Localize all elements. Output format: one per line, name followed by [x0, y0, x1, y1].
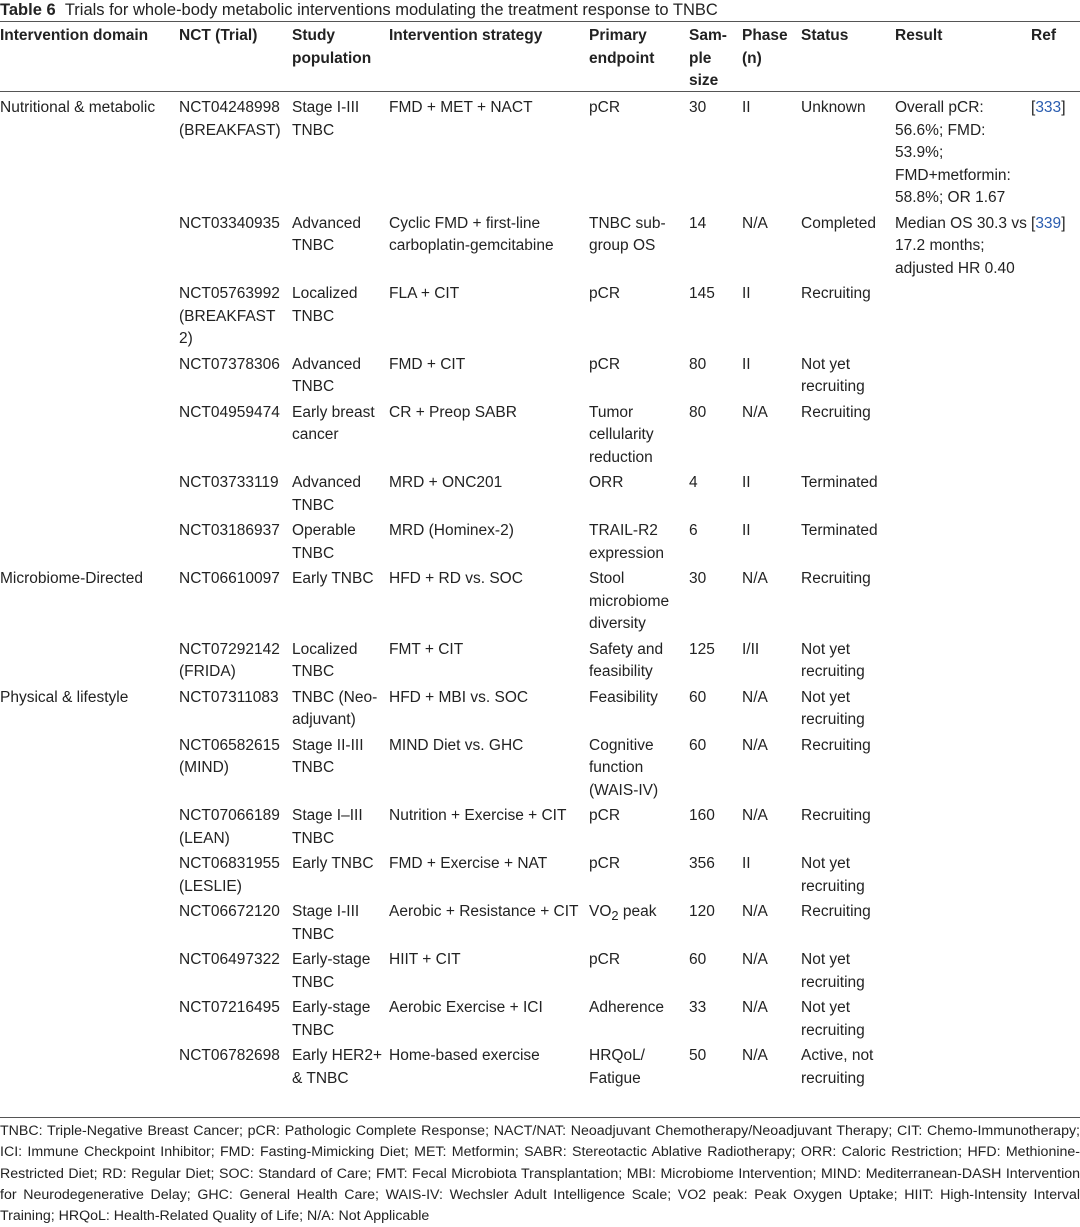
cell-phase: N/A [742, 1047, 768, 1064]
cell-size: 30 [689, 570, 707, 587]
cell-strategy: Cyclic FMD + first-line carboplatin-gemcitabine [389, 214, 554, 254]
cell-ref [1031, 639, 1080, 687]
cell-size: 125 [689, 640, 715, 658]
cell-strategy: MIND Diet vs. GHC [389, 736, 524, 754]
cell-nct: NCT03340935 [179, 214, 280, 232]
cell-phase: N/A [742, 688, 768, 706]
cell-ref [1031, 283, 1080, 354]
cell-endpoint: TNBC sub-group OS [589, 214, 666, 254]
cell-domain [0, 472, 179, 520]
cell-size: 33 [689, 999, 707, 1016]
cell-population: Stage II-III TNBC [292, 736, 364, 776]
ref-bracket-close: ] [1061, 99, 1066, 116]
cell-ref [1031, 687, 1080, 735]
cell-ref [1031, 997, 1080, 1045]
cell-nct: NCT06782698 [179, 1047, 280, 1064]
cell-phase: N/A [742, 570, 768, 587]
cell-nct: NCT06831955 (LESLIE) [179, 855, 280, 895]
table-footnote: TNBC: Triple-Negative Breast Cancer; pCR: Pathologic Complete Response; NACT/NAT: Neoadjuvant Chemotherapy/Neoadjuvant Therapy; CIT: Chemo-Immunotherapy; ICI: Immune Checkpoint Inhibitor; FMD: Fasting-Mimicking Diet; MET: Metformin; SABR: Stereotactic Ablative Radiotherapy; ORR: Caloric Restriction; HFD: Methionine-Restricted Diet; RD: Regular Diet; SOC: Standard of Care; FMT: Fecal Microbiota Transplantation; MBI: Microbiome Intervention; MIND: Mediterranean-DASH Intervention for Neurodegenerative Delay; GHC: General Health Care; WAIS-IV: Wechsler Adult Intelligence Scale; VO2 peak: Peak Oxygen Uptake; HIIT: High-Intensity Interval Training; HRQoL: Health-Related Quality of Life; N/A: Not Applicable [0, 1123, 1080, 1225]
cell-phase: II [742, 285, 751, 302]
cell-ref [1031, 568, 1080, 639]
cell-strategy: HFD + RD vs. SOC [389, 570, 523, 587]
cell-size: 60 [689, 736, 707, 754]
cell-nct: NCT06582615 (MIND) [179, 736, 280, 776]
ref-bracket-open: [ [1031, 99, 1036, 116]
cell-population: Advanced TNBC [292, 355, 361, 395]
cell-result [895, 805, 1031, 853]
cell-strategy: Nutrition + Exercise + CIT [389, 807, 567, 824]
ref-bracket-open: [ [1031, 214, 1036, 232]
reference-link[interactable]: 333 [1035, 99, 1062, 116]
cell-phase: N/A [742, 999, 768, 1016]
cell-domain [0, 853, 179, 901]
cell-ref [1031, 402, 1080, 473]
trials-table [0, 22, 1080, 1093]
header-row [0, 22, 1080, 94]
cell-endpoint: ORR [589, 474, 624, 491]
cell-size: 60 [689, 951, 707, 968]
col-header-domain: Intervention domain [0, 27, 149, 44]
table-row [0, 1045, 1080, 1093]
table-row [0, 472, 1080, 520]
cell-nct: NCT07216495 [179, 999, 280, 1016]
cell-population: Advanced TNBC [292, 214, 361, 254]
cell-status: Terminated [801, 522, 878, 539]
cell-phase: N/A [742, 736, 768, 754]
cell-result [895, 853, 1031, 901]
cell-domain [0, 901, 179, 949]
cell-population: Localized TNBC [292, 640, 358, 680]
cell-size: 6 [689, 522, 698, 539]
cell-result [895, 283, 1031, 354]
cell-strategy: FLA + CIT [389, 285, 460, 302]
cell-size: 160 [689, 807, 715, 824]
cell-domain [0, 283, 179, 354]
cell-domain [0, 520, 179, 568]
cell-phase: II [742, 522, 751, 539]
cell-result [895, 472, 1031, 520]
cell-status: Recruiting [801, 807, 871, 824]
cell-status: Recruiting [801, 903, 871, 920]
endpoint-subscript: 2 [611, 908, 619, 924]
table-caption [0, 0, 718, 22]
cell-status: Unknown [801, 99, 866, 116]
cell-endpoint: Adherence [589, 999, 664, 1016]
cell-size: 356 [689, 855, 715, 872]
table-label: Table 6 [0, 1, 56, 19]
cell-nct: NCT04959474 [179, 403, 280, 421]
col-header-endpoint: Primary endpoint [589, 27, 655, 67]
cell-domain [0, 402, 179, 473]
cell-population: Early-stage TNBC [292, 999, 371, 1039]
cell-nct: NCT07292142 (FRIDA) [179, 640, 280, 680]
cell-nct: NCT04248998 (BREAKFAST) [179, 99, 281, 139]
cell-strategy: FMD + Exercise + NAT [389, 855, 548, 872]
cell-size: 80 [689, 355, 707, 373]
cell-result [895, 402, 1031, 473]
cell-domain [0, 735, 179, 806]
cell-phase: II [742, 99, 751, 116]
cell-phase: N/A [742, 951, 768, 968]
cell-size: 80 [689, 403, 707, 421]
table-title: Trials for whole-body metabolic interventions modulating the treatment response to TNBC [64, 1, 718, 19]
cell-population: Operable TNBC [292, 522, 356, 562]
cell-status: Recruiting [801, 570, 871, 587]
cell-population: Early breast cancer [292, 403, 375, 443]
cell-result [895, 520, 1031, 568]
cell-domain [0, 213, 179, 284]
cell-domain [0, 639, 179, 687]
cell-result [895, 949, 1031, 997]
cell-population: Localized TNBC [292, 285, 358, 325]
table-row [0, 853, 1080, 901]
cell-result [895, 687, 1031, 735]
bottom-rule [0, 1117, 1080, 1118]
col-header-status: Status [801, 27, 849, 44]
cell-domain: Physical & lifestyle [0, 688, 129, 706]
cell-result [895, 568, 1031, 639]
cell-domain [0, 997, 179, 1045]
col-header-ref: Ref [1031, 27, 1056, 44]
cell-strategy: MRD + ONC201 [389, 474, 503, 491]
cell-size: 145 [689, 285, 715, 302]
cell-size: 14 [689, 214, 707, 232]
cell-nct: NCT06497322 [179, 951, 280, 968]
table-row [0, 735, 1080, 806]
cell-result [895, 1045, 1031, 1093]
cell-endpoint: pCR [589, 855, 621, 872]
cell-population: Early TNBC [292, 855, 374, 872]
cell-status: Not yet recruiting [801, 855, 865, 895]
col-header-phase: Phase (n) [742, 27, 788, 67]
cell-ref [1031, 1045, 1080, 1093]
cell-size: 50 [689, 1047, 707, 1064]
table-row [0, 687, 1080, 735]
endpoint-text: VO [589, 903, 612, 920]
cell-strategy: HIIT + CIT [389, 951, 461, 968]
cell-domain [0, 1045, 179, 1093]
cell-status: Not yet recruiting [801, 355, 865, 395]
cell-domain [0, 354, 179, 402]
cell-domain: Microbiome-Directed [0, 570, 143, 587]
cell-ref [1031, 213, 1080, 284]
cell-status: Terminated [801, 474, 878, 491]
endpoint-text-tail: peak [618, 903, 657, 920]
cell-phase: N/A [742, 807, 768, 824]
cell-ref [1031, 949, 1080, 997]
cell-nct: NCT06610097 [179, 570, 280, 587]
table-row [0, 213, 1080, 284]
cell-result [895, 354, 1031, 402]
cell-ref [1031, 520, 1080, 568]
cell-size: 4 [689, 474, 698, 491]
cell-strategy: MRD (Hominex-2) [389, 522, 514, 539]
cell-ref [1031, 853, 1080, 901]
col-header-population: Study population [292, 27, 372, 67]
cell-phase: N/A [742, 903, 768, 920]
cell-population: Advanced TNBC [292, 474, 361, 514]
table-row [0, 402, 1080, 473]
cell-nct: NCT07311083 [179, 688, 279, 706]
ref-bracket-close: ] [1061, 214, 1066, 232]
cell-endpoint: Safety and feasibility [589, 640, 664, 680]
cell-nct: NCT03733119 [179, 474, 279, 491]
cell-endpoint: Feasibility [589, 688, 658, 706]
table-row [0, 901, 1080, 949]
cell-result [895, 901, 1031, 949]
cell-strategy: CR + Preop SABR [389, 403, 517, 421]
cell-phase: N/A [742, 214, 768, 232]
cell-status: Recruiting [801, 403, 871, 421]
cell-ref [1031, 805, 1080, 853]
cell-size: 120 [689, 903, 715, 920]
cell-status: Not yet recruiting [801, 951, 865, 991]
col-header-nct: NCT (Trial) [179, 27, 258, 44]
cell-strategy: FMT + CIT [389, 640, 464, 658]
table-row [0, 568, 1080, 639]
cell-endpoint: pCR [589, 951, 621, 968]
table-row [0, 949, 1080, 997]
cell-population: Early TNBC [292, 570, 374, 587]
cell-result [895, 735, 1031, 806]
cell-status: Not yet recruiting [801, 688, 865, 728]
cell-ref [1031, 901, 1080, 949]
cell-phase: N/A [742, 403, 768, 421]
cell-population: Early HER2+ & TNBC [292, 1047, 383, 1087]
cell-endpoint: pCR [589, 807, 621, 824]
cell-domain [0, 949, 179, 997]
cell-nct: NCT07066189 (LEAN) [179, 807, 280, 847]
cell-result [895, 639, 1031, 687]
cell-ref [1031, 735, 1080, 806]
cell-nct: NCT06672120 [179, 903, 280, 920]
cell-endpoint: HRQoL/ Fatigue [589, 1047, 645, 1087]
cell-endpoint [589, 901, 689, 949]
cell-status: Recruiting [801, 285, 871, 302]
cell-size: 30 [689, 99, 707, 116]
cell-strategy: FMD + MET + NACT [389, 99, 533, 116]
cell-endpoint: Tumor cellularity reduction [589, 403, 654, 466]
cell-phase: II [742, 355, 751, 373]
cell-ref [1031, 472, 1080, 520]
cell-status: Not yet recruiting [801, 640, 865, 680]
cell-result: Overall pCR: 56.6%; FMD: 53.9%; FMD+metformin: 58.8%; OR 1.67 [895, 99, 1011, 206]
cell-endpoint: Cognitive function (WAIS-IV) [589, 736, 659, 799]
cell-population: Stage I–III TNBC [292, 807, 363, 847]
cell-population: TNBC (Neo-adjuvant) [292, 688, 378, 728]
cell-endpoint: pCR [589, 355, 621, 373]
cell-result: Median OS 30.3 vs 17.2 months; adjusted HR 0.40 [895, 214, 1027, 277]
cell-size: 60 [689, 688, 707, 706]
cell-endpoint: pCR [589, 285, 621, 302]
cell-strategy: Home-based exercise [389, 1047, 540, 1064]
cell-strategy: Aerobic Exercise + ICI [389, 999, 543, 1016]
table-row [0, 805, 1080, 853]
cell-strategy: Aerobic + Resistance + CIT [389, 903, 579, 920]
cell-population: Early-stage TNBC [292, 951, 371, 991]
col-header-strategy: Intervention strategy [389, 27, 543, 44]
cell-result [895, 997, 1031, 1045]
cell-phase: II [742, 474, 751, 491]
cell-domain [0, 805, 179, 853]
cell-endpoint: TRAIL-R2 expression [589, 522, 664, 562]
col-header-size: Sam-ple size [689, 27, 727, 89]
cell-nct: NCT07378306 [179, 355, 280, 373]
cell-phase: II [742, 855, 751, 872]
table-row [0, 94, 1080, 213]
cell-strategy: FMD + CIT [389, 355, 466, 373]
cell-endpoint: Stool microbiome diversity [589, 570, 670, 632]
cell-status: Active, not recruiting [801, 1047, 874, 1087]
cell-phase: I/II [742, 640, 760, 658]
cell-domain: Nutritional & metabolic [0, 99, 156, 116]
table-row [0, 997, 1080, 1045]
table-row [0, 639, 1080, 687]
table-row [0, 354, 1080, 402]
cell-strategy: HFD + MBI vs. SOC [389, 688, 529, 706]
cell-ref [1031, 94, 1080, 213]
cell-nct: NCT03186937 [179, 522, 280, 539]
col-header-result: Result [895, 27, 943, 44]
cell-population: Stage I-III TNBC [292, 903, 360, 943]
reference-link[interactable]: 339 [1035, 214, 1062, 232]
cell-status: Completed [801, 214, 876, 232]
cell-status: Recruiting [801, 736, 871, 754]
table-row [0, 520, 1080, 568]
cell-nct: NCT05763992 (BREAKFAST 2) [179, 285, 280, 347]
cell-status: Not yet recruiting [801, 999, 865, 1039]
cell-population: Stage I-III TNBC [292, 99, 360, 139]
table-row [0, 283, 1080, 354]
cell-endpoint: pCR [589, 99, 621, 116]
cell-ref [1031, 354, 1080, 402]
